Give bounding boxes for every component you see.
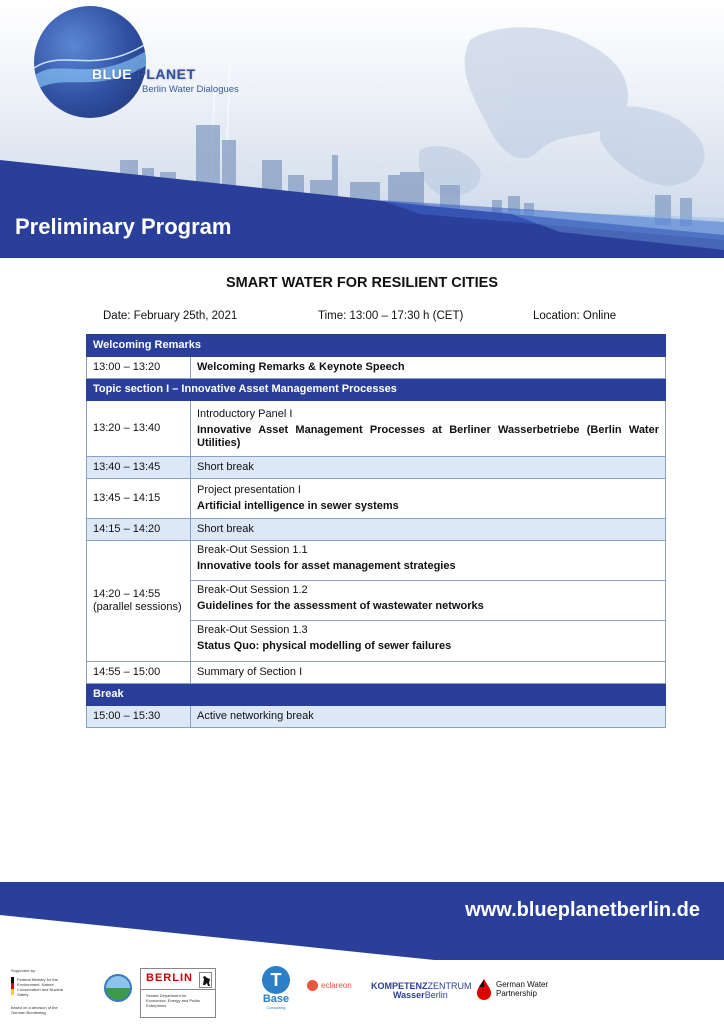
header-banner [0,0,724,258]
item-title: Innovative Asset Management Processes at Berliner Wasserbetriebe (Berlin Water Utilities) [197,423,659,449]
table-row [87,401,666,457]
zentrum-label: ZENTRUM [427,981,472,991]
session-label: Break-Out Session 1.1 [197,544,308,556]
time-cell: 13:00 – 13:20 [87,357,191,379]
item-label: Introductory Panel I [197,407,293,420]
session-item [191,541,665,581]
table-row [87,541,666,662]
brand-subtitle: Berlin Water Dialogues [142,84,239,95]
website-url[interactable]: www.blueplanetberlin.de [465,899,700,921]
item-text: Short break [191,457,666,479]
kompetenz-label: KOMPETENZ [371,981,428,991]
sessions-cell [191,541,666,662]
berlin-kwb-label: Berlin [424,990,448,1000]
table-row [87,457,666,479]
kompetenzzentrum-logo [371,982,472,1000]
item-title: Artificial intelligence in sewer systems [197,500,399,512]
brand-name-part1: BLUE [92,66,133,82]
eclareon-label: eclareon [321,981,352,990]
ministry-logo [11,968,71,1015]
time-cell: 15:00 – 15:30 [87,706,191,728]
time-cell: 13:40 – 13:45 [87,457,191,479]
german-flag-icon [11,977,14,995]
event-date: Date: February 25th, 2021 [103,310,238,322]
item-cell [191,401,666,457]
section-header: Topic section I – Innovative Asset Management Processes [87,379,666,401]
time-cell: 13:45 – 14:15 [87,479,191,519]
base-consulting-logo [258,966,294,1010]
item-text: Active networking break [191,706,666,728]
bear-shape-icon [200,973,213,989]
session-item [191,581,665,621]
time-cell: 14:15 – 14:20 [87,519,191,541]
berlin-senate-logo [140,968,216,1018]
section-header: Welcoming Remarks [87,335,666,357]
session-label: Break-Out Session 1.3 [197,624,308,636]
page-heading: Preliminary Program [15,214,232,239]
ministry-name: Federal Ministry for the Environment, Nature Conservation and Nuclear Safety [17,977,64,997]
time-cell: 13:20 – 13:40 [87,401,191,457]
brand-logo-circle [34,6,146,118]
session-title: Innovative tools for asset management strategies [197,560,456,572]
bear-icon [199,972,212,988]
wave-icon [34,6,146,118]
section-header-row [87,335,666,357]
table-row [87,662,666,684]
brand-name [92,66,196,82]
session-title: Guidelines for the assessment of wastewater networks [197,600,484,612]
table-row [87,519,666,541]
base-label: Base [262,993,290,1005]
program-table [86,334,666,728]
section-header-row [87,684,666,706]
event-time: Time: 13:00 – 17:30 h (CET) [318,310,464,322]
section-header: Break [87,684,666,706]
berlin-label: BERLIN [146,972,193,984]
item-text: Summary of Section I [191,662,666,684]
time-cell: 14:20 – 14:55 (parallel sessions) [87,541,191,662]
table-row [87,357,666,379]
berlin-senate-name: Senate Department for Economics, Energy and Public Enterprises [146,993,201,1008]
section-header-row [87,379,666,401]
partner-logos [0,960,724,1024]
wasser-label: Wasser [393,990,425,1000]
eclareon-icon [307,980,318,991]
gwp-logo [476,978,548,1000]
table-row [87,479,666,519]
table-row [87,706,666,728]
item-cell [191,479,666,519]
session-label: Break-Out Session 1.2 [197,584,308,596]
item-label: Project presentation I [197,484,301,496]
eclareon-logo [307,980,352,991]
consulting-label: Consulting [266,1005,286,1010]
document-title: SMART WATER FOR RESILIENT CITIES [225,275,498,291]
emblem-icon [104,974,132,1002]
supported-by-label: Supported by: [11,968,36,973]
water-drop-icon [476,978,492,1000]
item-title: Welcoming Remarks & Keynote Speech [191,357,666,379]
t-icon: T [262,966,290,994]
session-item [191,621,665,661]
session-title: Status Quo: physical modelling of sewer failures [197,640,452,652]
time-cell: 14:55 – 15:00 [87,662,191,684]
item-text: Short break [191,519,666,541]
event-location: Location: Online [533,310,617,322]
brand-name-part2: PLANET [136,66,196,82]
bundestag-note: based on a decision of the German Bundestag [11,1005,58,1015]
gwp-line2: Partnership [496,989,537,998]
gwp-line1: German Water [496,980,549,989]
